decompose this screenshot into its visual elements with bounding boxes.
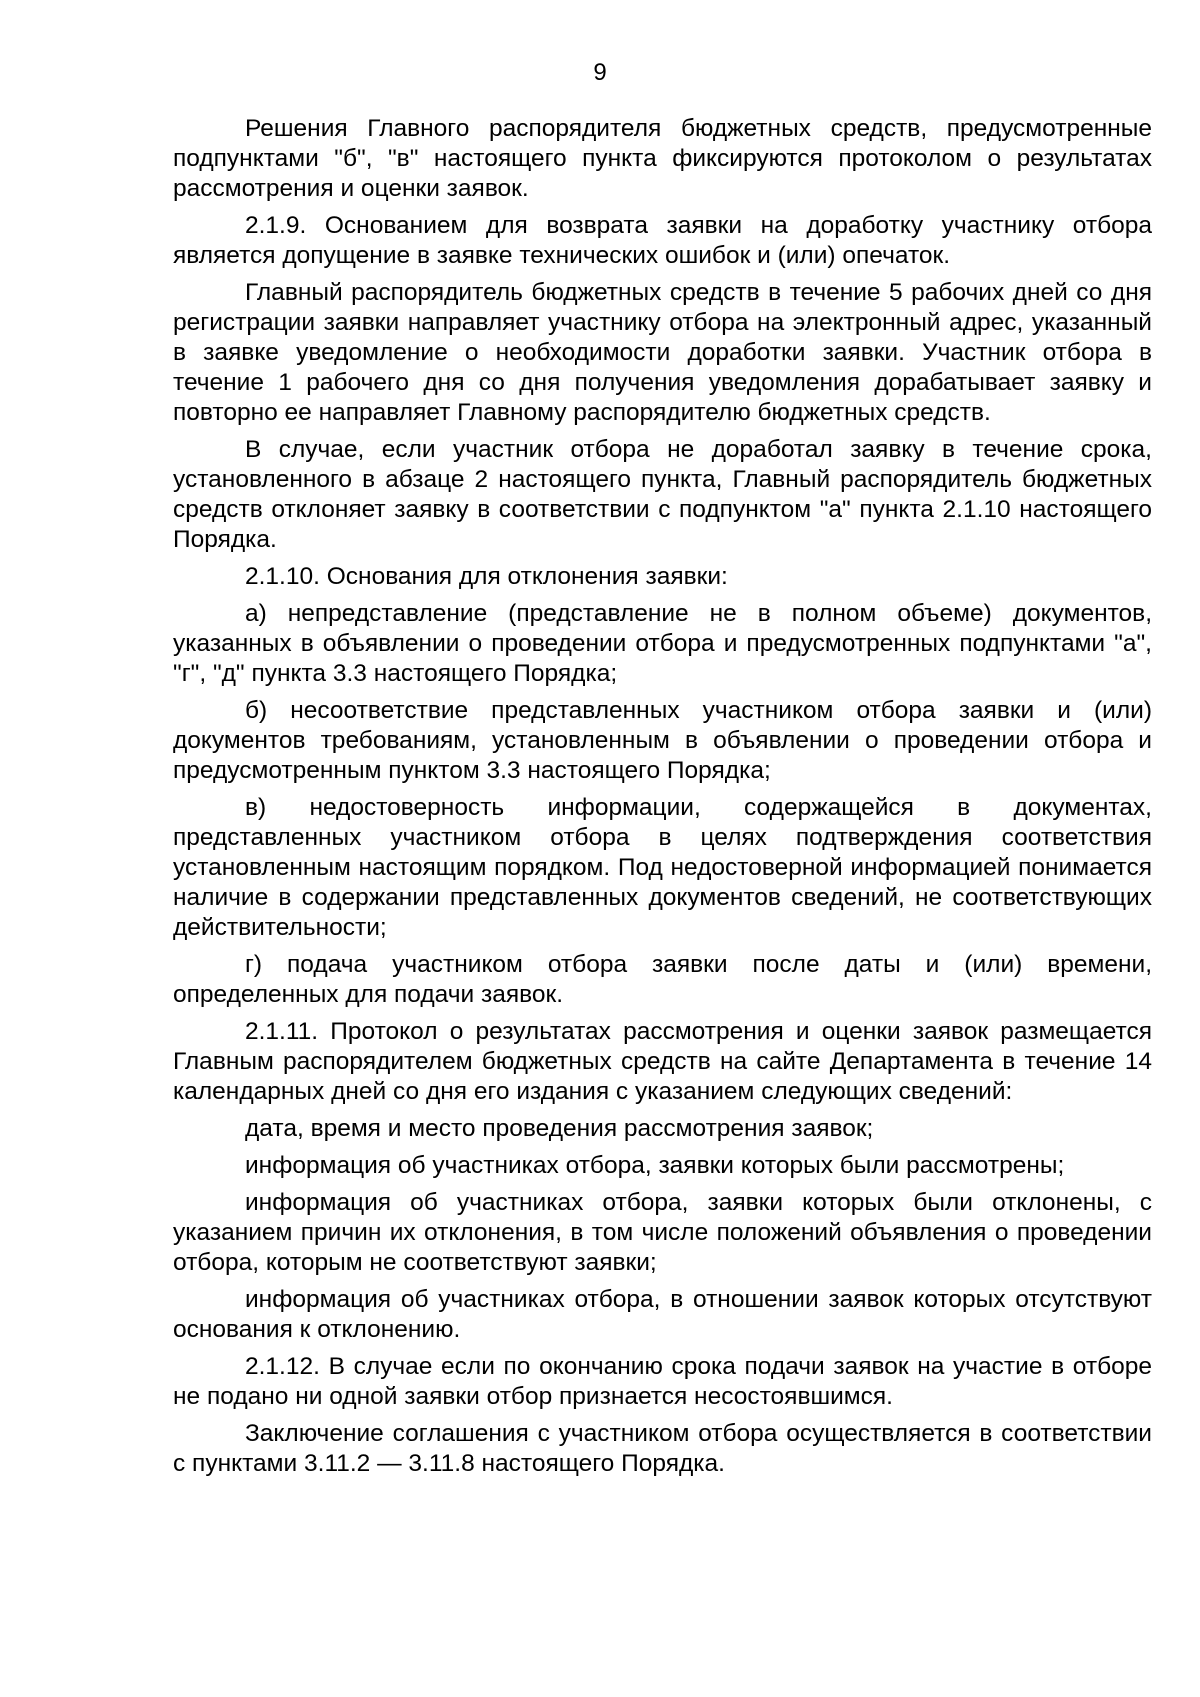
paragraph-revision-failure: В случае, если участник отбора не доработал заявку в течение срока, установленного в абзаце 2 настоящего пункта, Главный распорядитель бюджетных средств отклоняет заявку в соответствии с подпунктом "а" пункта 2.1.10 настоящего Порядка. <box>173 436 1152 553</box>
paragraph-reason-v: в) недостоверность информации, содержащейся в документах, представленных участником отбора в целях подтверждения соответствия установленным настоящим порядком. Под недостоверной информацией понимается наличие в содержании представленных документов сведений, не соответствующих действительности; <box>173 794 1152 941</box>
paragraph-reason-b: б) несоответствие представленных участником отбора заявки и (или) документов требованиям, установленным в объявлении о проведении отбора и предусмотренным пунктом 3.3 настоящего Порядка; <box>173 697 1152 784</box>
paragraph-info-no-grounds: информация об участниках отбора, в отношении заявок которых отсутствуют основания к отклонению. <box>173 1286 1152 1343</box>
page-number: 9 <box>593 59 607 86</box>
paragraph-2-1-12: 2.1.12. В случае если по окончанию срока подачи заявок на участие в отборе не подано ни одной заявки отбор признается несостоявшимся. <box>173 1353 1152 1410</box>
paragraph-reason-g: г) подача участником отбора заявки после даты и (или) времени, определенных для подачи заявок. <box>173 951 1152 1008</box>
paragraph-revision-notice: Главный распорядитель бюджетных средств в течение 5 рабочих дней со дня регистрации заявки направляет участнику отбора на электронный адрес, указанный в заявке уведомление о необходимости доработки заявки. Участник отбора в течение 1 рабочего дня со дня получения уведомления дорабатывает заявку и повторно ее направляет Главному распорядителю бюджетных средств. <box>173 279 1152 426</box>
paragraph-agreement: Заключение соглашения с участником отбора осуществляется в соответствии с пунктами 3.11.2 — 3.11.8 настоящего Порядка. <box>173 1420 1152 1477</box>
paragraph-2-1-9: 2.1.9. Основанием для возврата заявки на доработку участнику отбора является допущение в заявке технических ошибок и (или) опечаток. <box>173 212 1152 269</box>
paragraph-info-reviewed: информация об участниках отбора, заявки которых были рассмотрены; <box>245 1152 1065 1179</box>
paragraph-reason-a: а) непредставление (представление не в полном объеме) документов, указанных в объявлении о проведении отбора и предусмотренных подпунктами "а", "г", "д" пункта 3.3 настоящего Порядка; <box>173 600 1152 687</box>
paragraph-2-1-10: 2.1.10. Основания для отклонения заявки: <box>245 563 728 590</box>
paragraph-2-1-11: 2.1.11. Протокол о результатах рассмотрения и оценки заявок размещается Главным распорядителем бюджетных средств на сайте Департамента в течение 14 календарных дней со дня его издания с указанием следующих сведений: <box>173 1018 1152 1105</box>
paragraph-info-rejected: информация об участниках отбора, заявки которых были отклонены, с указанием причин их отклонения, в том числе положений объявления о проведении отбора, которым не соответствуют заявки; <box>173 1189 1152 1276</box>
paragraph-decisions-recorded: Решения Главного распорядителя бюджетных средств, предусмотренные подпунктами "б", "в" настоящего пункта фиксируются протоколом о результатах рассмотрения и оценки заявок. <box>173 115 1152 202</box>
document-body <box>173 114 1152 1486</box>
paragraph-info-date-place: дата, время и место проведения рассмотрения заявок; <box>245 1115 874 1142</box>
